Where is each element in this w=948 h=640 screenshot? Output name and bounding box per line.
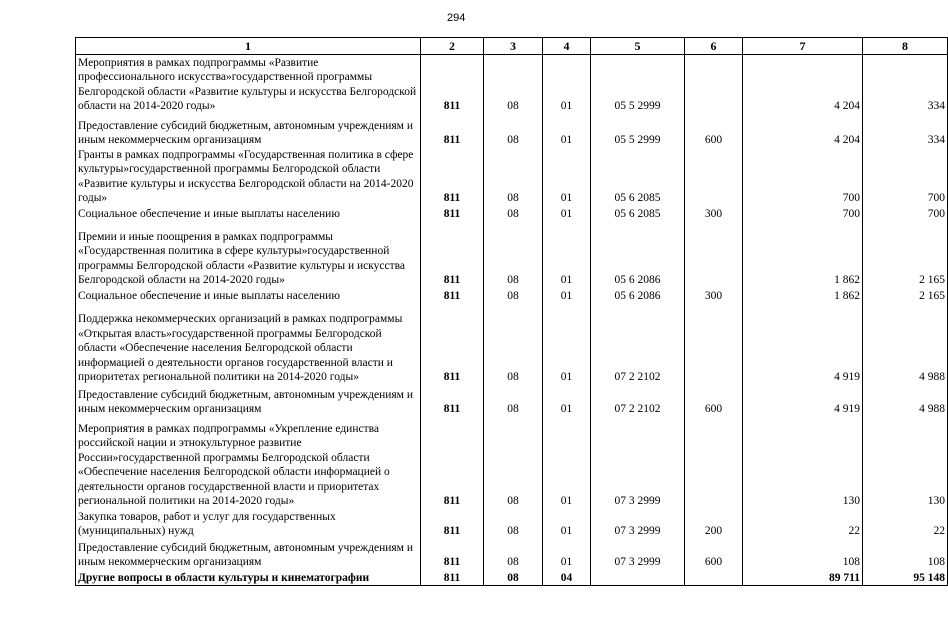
cell-amount-2015: 700 [743,148,863,206]
cell-target: 07 2 2102 [591,304,685,385]
header-cell: 6 [685,38,743,55]
cell-amount-2015: 22 [743,509,863,539]
table-row [76,222,948,288]
table-row [76,385,948,417]
cell-expense-type [685,222,743,288]
cell-subsection: 01 [543,206,591,222]
cell-amount-2015: 4 204 [743,114,863,148]
cell-section: 08 [484,570,543,586]
cell-subsection: 01 [543,539,591,570]
cell-target: 05 6 2085 [591,148,685,206]
cell-amount-2015: 4 919 [743,304,863,385]
cell-target: 05 5 2999 [591,114,685,148]
cell-ministry: 811 [421,509,484,539]
cell-ministry: 811 [421,417,484,509]
cell-section: 08 [484,417,543,509]
header-row [76,38,948,55]
table-row [76,539,948,570]
cell-ministry: 811 [421,304,484,385]
cell-ministry: 811 [421,570,484,586]
cell-section: 08 [484,114,543,148]
cell-ministry: 811 [421,114,484,148]
cell-amount-2015: 89 711 [743,570,863,586]
page-number: 294 [447,12,466,24]
cell-subsection: 01 [543,288,591,304]
header-cell: 8 [863,38,948,55]
cell-amount-2016: 334 [863,114,948,148]
cell-expense-type [685,417,743,509]
cell-amount-2015: 1 862 [743,222,863,288]
cell-expense-type: 200 [685,509,743,539]
row-name: Премии и иные поощрения в рамках подпрограммы «Государственная политика в сфере культуры»государственной программы Белгородской области «Развитие культуры и искусства Белгородской области на 2014-2020 годы» [76,222,421,288]
cell-amount-2016: 2 165 [863,288,948,304]
cell-subsection: 01 [543,417,591,509]
row-name: Предоставление субсидий бюджетным, автономным учреждениям и иным некоммерческим организациям [76,385,421,417]
row-name: Социальное обеспечение и иные выплаты населению [76,206,421,222]
cell-amount-2016: 108 [863,539,948,570]
cell-section: 08 [484,385,543,417]
header-cell: 7 [743,38,863,55]
cell-target [591,570,685,586]
cell-section: 08 [484,206,543,222]
cell-target: 05 5 2999 [591,55,685,114]
cell-amount-2016: 700 [863,206,948,222]
table-row [76,148,948,206]
cell-section: 08 [484,148,543,206]
row-name: Гранты в рамках подпрограммы «Государственная политика в сфере культуры»государственной программы Белгородской области «Развитие культуры и искусства Белгородской области на 2014-2020 годы» [76,148,421,206]
cell-ministry: 811 [421,222,484,288]
cell-expense-type [685,304,743,385]
row-name: Поддержка некоммерческих организаций в рамках подпрограммы «Открытая власть»государственной программы Белгородской области «Обеспечение населения Белгородской области информацией о деятельности органов государственной власти и приоритетах региональной политики на 2014-2020 годы» [76,304,421,385]
table-row [76,509,948,539]
cell-section: 08 [484,288,543,304]
cell-subsection: 01 [543,148,591,206]
cell-target: 07 3 2999 [591,509,685,539]
cell-subsection: 01 [543,55,591,114]
cell-amount-2016: 700 [863,148,948,206]
header-cell: 2 [421,38,484,55]
table-row [76,55,948,114]
cell-amount-2015: 4 919 [743,385,863,417]
cell-amount-2016: 95 148 [863,570,948,586]
cell-section: 08 [484,509,543,539]
cell-expense-type [685,55,743,114]
row-name: Мероприятия в рамках подпрограммы «Укрепление единства российской нации и этнокультурное развитие России»государственной программы Белгородской области «Обеспечение населения Белгородской области информацией о деятельности органов государственной власти и приоритетах региональной политики на 2014-2020 годы» [76,417,421,509]
cell-ministry: 811 [421,288,484,304]
cell-ministry: 811 [421,206,484,222]
header-cell: 5 [591,38,685,55]
cell-target: 07 3 2999 [591,417,685,509]
row-name: Предоставление субсидий бюджетным, автономным учреждениям и иным некоммерческим организациям [76,539,421,570]
cell-amount-2015: 4 204 [743,55,863,114]
cell-expense-type: 300 [685,206,743,222]
table-row [76,304,948,385]
cell-target: 07 3 2999 [591,539,685,570]
cell-section: 08 [484,55,543,114]
total-row-name: Другие вопросы в области культуры и кинематографии [76,570,421,586]
cell-section: 08 [484,304,543,385]
cell-amount-2016: 2 165 [863,222,948,288]
cell-section: 08 [484,222,543,288]
cell-expense-type: 600 [685,539,743,570]
cell-target: 07 2 2102 [591,385,685,417]
table-row [76,206,948,222]
cell-ministry: 811 [421,539,484,570]
header-cell: 4 [543,38,591,55]
cell-expense-type: 600 [685,114,743,148]
cell-amount-2016: 130 [863,417,948,509]
header-cell: 3 [484,38,543,55]
row-name: Мероприятия в рамках подпрограммы «Развитие профессионального искусства»государственной программы Белгородской области «Развитие культуры и искусства Белгородской области на 2014-2020 годы» [76,55,421,114]
cell-amount-2016: 334 [863,55,948,114]
header-cell: 1 [76,38,421,55]
cell-target: 05 6 2086 [591,288,685,304]
row-name: Предоставление субсидий бюджетным, автономным учреждениям и иным некоммерческим организациям [76,114,421,148]
cell-target: 05 6 2085 [591,206,685,222]
cell-subsection: 01 [543,222,591,288]
cell-subsection: 04 [543,570,591,586]
total-row [76,570,948,586]
table-row [76,288,948,304]
row-name: Социальное обеспечение и иные выплаты населению [76,288,421,304]
budget-table [75,37,948,586]
cell-subsection: 01 [543,114,591,148]
cell-amount-2015: 130 [743,417,863,509]
table-row [76,114,948,148]
cell-amount-2016: 22 [863,509,948,539]
cell-amount-2016: 4 988 [863,385,948,417]
cell-ministry: 811 [421,55,484,114]
cell-section: 08 [484,539,543,570]
cell-subsection: 01 [543,509,591,539]
cell-ministry: 811 [421,148,484,206]
cell-expense-type: 300 [685,288,743,304]
table-row [76,417,948,509]
cell-expense-type: 600 [685,385,743,417]
cell-expense-type [685,148,743,206]
cell-subsection: 01 [543,304,591,385]
cell-amount-2015: 700 [743,206,863,222]
cell-amount-2015: 1 862 [743,288,863,304]
cell-amount-2015: 108 [743,539,863,570]
cell-amount-2016: 4 988 [863,304,948,385]
cell-subsection: 01 [543,385,591,417]
row-name: Закупка товаров, работ и услуг для государственных (муниципальных) нужд [76,509,421,539]
cell-target: 05 6 2086 [591,222,685,288]
cell-ministry: 811 [421,385,484,417]
cell-expense-type [685,570,743,586]
